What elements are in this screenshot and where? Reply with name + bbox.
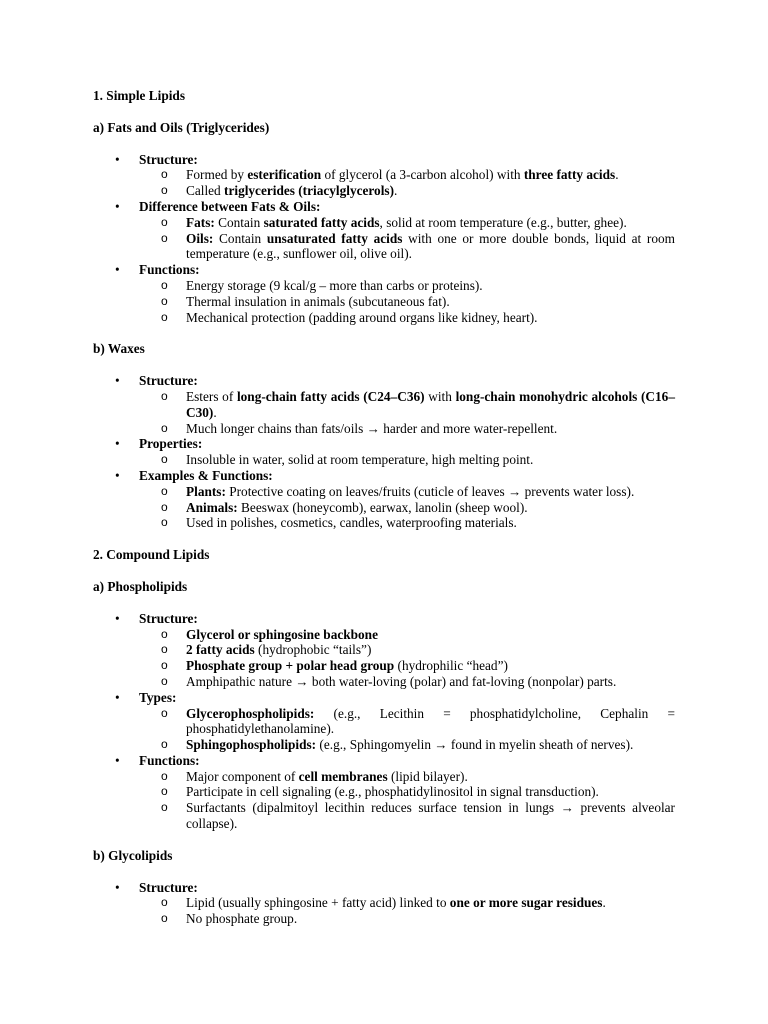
bullet-label: Structure: (139, 610, 198, 626)
text-run: Contain (213, 230, 267, 246)
spacer (93, 832, 675, 848)
document-body (93, 88, 675, 927)
text-run: Major component of (186, 768, 299, 784)
text-run: Formed by (186, 167, 248, 183)
text-run: (hydrophobic “tails”) (254, 642, 372, 658)
section-heading: 2. Compound Lipids (93, 547, 210, 563)
bullet-item (93, 262, 675, 325)
bullet-dot-icon: • (115, 373, 120, 389)
sub-bullet-list (139, 215, 675, 262)
subsection-heading: a) Fats and Oils (Triglycerides) (93, 119, 270, 135)
sub-bullet-list (139, 389, 675, 436)
text-run: . (602, 895, 606, 911)
spacer (93, 563, 675, 579)
bold-text: triglycerides (triacylglycerols) (224, 183, 395, 199)
spacer (93, 357, 675, 373)
sub-bullet-circle-icon: o (161, 167, 168, 182)
text-run: . (615, 167, 619, 183)
sub-bullet-circle-icon: o (161, 420, 168, 435)
bold-text: Phosphate group + polar head group (186, 658, 395, 674)
text-run: Surfactants (dipalmitoyl lecithin reduces surface tension in lungs → prevents alveolar collapse). (186, 800, 675, 832)
bullet-label: Examples & Functions: (139, 467, 273, 483)
bullet-label: Properties: (139, 436, 203, 452)
section-heading: 1. Simple Lipids (93, 88, 186, 103)
bullet-label: Functions: (139, 262, 200, 278)
bold-text: Fats: (186, 214, 215, 230)
bullet-dot-icon: • (115, 689, 120, 705)
sub-bullet-item (139, 310, 675, 326)
text-run: . (213, 404, 217, 420)
bold-text: unsaturated fatty acids (266, 230, 403, 246)
sub-bullet-item (139, 278, 675, 294)
sub-bullet-circle-icon: o (161, 483, 168, 498)
sub-bullet-circle-icon: o (161, 388, 168, 403)
bullet-label: Types: (139, 689, 177, 705)
text-run: Energy storage (9 kcal/g – more than carbs or proteins). (186, 277, 483, 293)
sub-bullet-circle-icon: o (161, 183, 168, 198)
bullet-label: Functions: (139, 752, 200, 768)
bold-text: Animals: (186, 499, 238, 515)
sub-bullet-circle-icon: o (161, 658, 168, 673)
sub-bullet-item (139, 627, 675, 643)
bullet-label: Difference between Fats & Oils: (139, 198, 321, 214)
spacer (93, 104, 675, 120)
text-run: Much longer chains than fats/oils → harder and more water-repellent. (186, 420, 558, 436)
bold-text: Sphingophospholipids: (186, 737, 317, 753)
bold-text: long-chain monohydric alcohols (C16–C30) (186, 388, 675, 420)
sub-bullet-item (139, 183, 675, 199)
text-run: with one or more double bonds, liquid at room temperature (e.g., sunflower oil, olive oil). (186, 230, 675, 262)
sub-bullet-circle-icon: o (161, 626, 168, 641)
sub-bullet-item (139, 706, 675, 738)
subsection-heading: b) Waxes (93, 341, 145, 357)
sub-bullet-circle-icon: o (161, 230, 168, 245)
sub-bullet-circle-icon: o (161, 784, 168, 799)
bullet-item (93, 199, 675, 262)
spacer (93, 864, 675, 880)
sub-bullet-list (139, 452, 675, 468)
sub-bullet-item (139, 658, 675, 674)
sub-bullet-circle-icon: o (161, 642, 168, 657)
bullet-list (93, 152, 675, 326)
sub-bullet-circle-icon: o (161, 293, 168, 308)
text-run: (hydrophilic “head”) (394, 658, 508, 674)
sub-bullet-item (139, 895, 675, 911)
spacer (93, 595, 675, 611)
bold-text: one or more sugar residues (449, 895, 603, 911)
bullet-list (93, 880, 675, 927)
sub-bullet-circle-icon: o (161, 309, 168, 324)
text-run: Amphipathic nature → both water-loving (polar) and fat-loving (nonpolar) parts. (186, 673, 617, 689)
sub-bullet-circle-icon: o (161, 911, 168, 926)
bullet-dot-icon: • (115, 610, 120, 626)
text-run: No phosphate group. (186, 911, 298, 927)
sub-bullet-circle-icon: o (161, 895, 168, 910)
bold-text: long-chain fatty acids (C24–C36) (236, 388, 425, 404)
spacer (93, 531, 675, 547)
bullet-item (93, 468, 675, 531)
text-run: with (424, 388, 456, 404)
text-run: Participate in cell signaling (e.g., phosphatidylinositol in signal transduction). (186, 784, 599, 800)
sub-bullet-item (139, 911, 675, 927)
text-run: Lipid (usually sphingosine + fatty acid) linked to (186, 895, 450, 911)
sub-bullet-circle-icon: o (161, 515, 168, 530)
bold-text: 2 fatty acids (186, 642, 255, 658)
sub-bullet-list (139, 627, 675, 690)
spacer (93, 325, 675, 341)
sub-bullet-circle-icon: o (161, 277, 168, 292)
sub-bullet-list (139, 167, 675, 199)
bullet-item (93, 753, 675, 832)
sub-bullet-item (139, 215, 675, 231)
sub-bullet-item (139, 642, 675, 658)
text-run: , solid at room temperature (e.g., butter, ghee). (379, 214, 627, 230)
sub-bullet-item (139, 421, 675, 437)
bullet-item (93, 373, 675, 436)
bullet-dot-icon: • (115, 151, 120, 167)
subsection-heading: b) Glycolipids (93, 847, 173, 863)
sub-bullet-circle-icon: o (161, 705, 168, 720)
text-run: Called (186, 183, 225, 199)
bold-text: Oils: (186, 230, 214, 246)
sub-bullet-list (139, 895, 675, 927)
sub-bullet-circle-icon: o (161, 214, 168, 229)
bullet-item (93, 690, 675, 753)
sub-bullet-item (139, 515, 675, 531)
sub-bullet-item (139, 500, 675, 516)
text-run: Beeswax (honeycomb), earwax, lanolin (sheep wool). (237, 499, 528, 515)
bullet-label: Structure: (139, 373, 198, 389)
bullet-dot-icon: • (115, 198, 120, 214)
sub-bullet-item (139, 452, 675, 468)
text-run: Esters of (186, 388, 237, 404)
sub-bullet-item (139, 167, 675, 183)
text-run: Contain (214, 214, 264, 230)
bullet-label: Structure: (139, 879, 198, 895)
bullet-dot-icon: • (115, 879, 120, 895)
text-run: (e.g., Lecithin = phosphatidylcholine, Cephalin = phosphatidylethanolamine). (186, 705, 675, 737)
text-run: (e.g., Sphingomyelin → found in myelin sheath of nerves). (316, 737, 634, 753)
sub-bullet-item (139, 737, 675, 753)
text-run: of glycerol (a 3-carbon alcohol) with (321, 167, 524, 183)
bold-text: esterification (247, 167, 322, 183)
sub-bullet-circle-icon: o (161, 737, 168, 752)
text-run: Used in polishes, cosmetics, candles, waterproofing materials. (186, 515, 517, 531)
bullet-dot-icon: • (115, 752, 120, 768)
bullet-dot-icon: • (115, 436, 120, 452)
bold-text: cell membranes (298, 768, 388, 784)
bullet-item (93, 611, 675, 690)
bullet-dot-icon: • (115, 467, 120, 483)
sub-bullet-item (139, 389, 675, 421)
bold-text: Glycerophospholipids: (186, 705, 315, 721)
sub-bullet-list (139, 769, 675, 832)
bullet-list (93, 373, 675, 531)
subsection-heading: a) Phospholipids (93, 578, 188, 594)
text-run: (lipid bilayer). (387, 768, 468, 784)
text-run: Mechanical protection (padding around organs like kidney, heart). (186, 309, 538, 325)
sub-bullet-item (139, 769, 675, 785)
bullet-dot-icon: • (115, 262, 120, 278)
bullet-item (93, 880, 675, 927)
sub-bullet-item (139, 674, 675, 690)
bold-text: Glycerol or sphingosine backbone (186, 626, 378, 642)
text-run: Insoluble in water, solid at room temperature, high melting point. (186, 452, 534, 468)
sub-bullet-circle-icon: o (161, 452, 168, 467)
bold-text: saturated fatty acids (263, 214, 380, 230)
bullet-label: Structure: (139, 151, 198, 167)
sub-bullet-item (139, 294, 675, 310)
sub-bullet-list (139, 706, 675, 753)
text-run: . (394, 183, 398, 199)
bullet-list (93, 611, 675, 832)
sub-bullet-item (139, 484, 675, 500)
text-run: Thermal insulation in animals (subcutaneous fat). (186, 293, 450, 309)
bullet-item (93, 436, 675, 468)
sub-bullet-item (139, 800, 675, 832)
sub-bullet-item (139, 231, 675, 263)
bold-text: three fatty acids (523, 167, 616, 183)
bullet-item (93, 152, 675, 199)
sub-bullet-circle-icon: o (161, 800, 168, 815)
sub-bullet-circle-icon: o (161, 768, 168, 783)
sub-bullet-circle-icon: o (161, 673, 168, 688)
sub-bullet-item (139, 784, 675, 800)
spacer (93, 136, 675, 152)
text-run: Protective coating on leaves/fruits (cuticle of leaves → prevents water loss). (225, 483, 635, 499)
sub-bullet-circle-icon: o (161, 499, 168, 514)
sub-bullet-list (139, 278, 675, 325)
sub-bullet-list (139, 484, 675, 531)
bold-text: Plants: (186, 483, 226, 499)
